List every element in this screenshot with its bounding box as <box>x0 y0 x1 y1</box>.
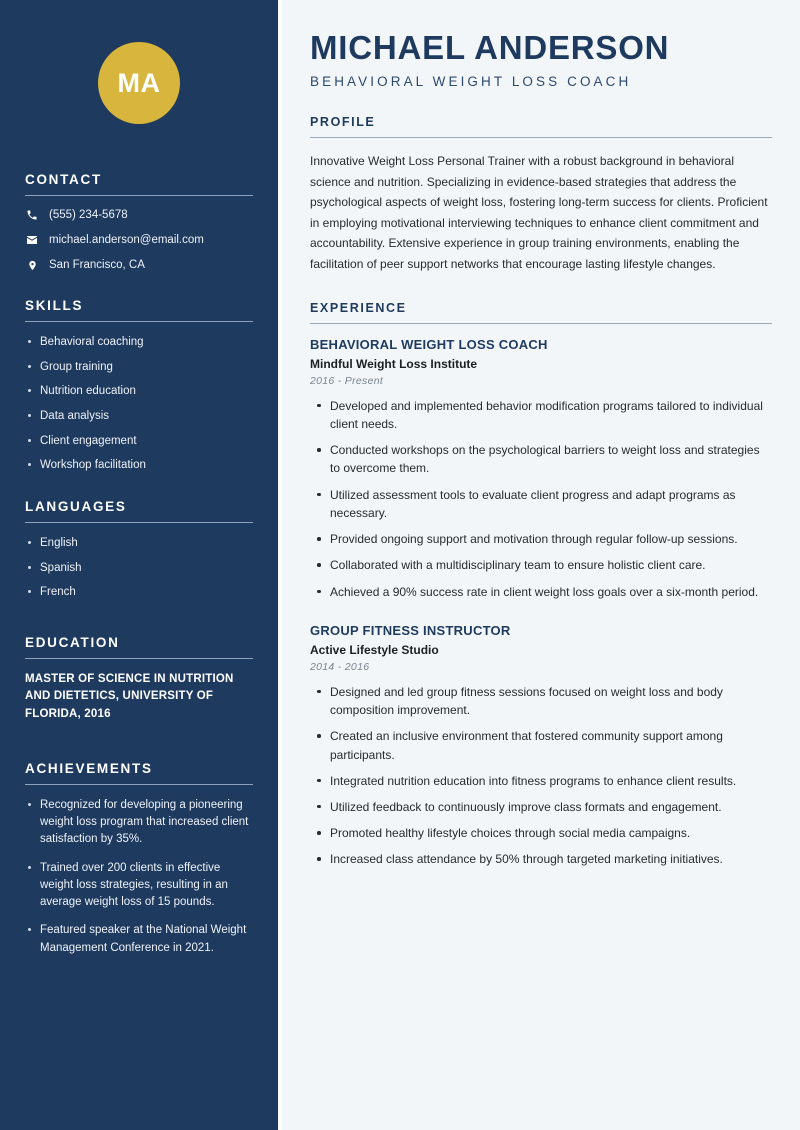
contact-heading: CONTACT <box>25 172 102 187</box>
list-item: Provided ongoing support and motivation through regular follow-up sessions. <box>310 530 772 548</box>
list-item: Utilized assessment tools to evaluate client progress and adapt programs as necessary. <box>310 486 772 522</box>
profile-heading: PROFILE <box>310 114 376 129</box>
list-item: Developed and implemented behavior modification programs tailored to individual client needs. <box>310 397 772 433</box>
list-item: Increased class attendance by 50% through targeted marketing initiatives. <box>310 850 772 868</box>
list-item: Collaborated with a multidisciplinary team to ensure holistic client care. <box>310 556 772 574</box>
sidebar-section-achievements <box>25 761 253 957</box>
sidebar-section-skills <box>25 298 253 474</box>
profile-divider <box>310 137 772 138</box>
profile-text: Innovative Weight Loss Personal Trainer with a robust background in behavioral science and nutrition. Specializing in evidence-based strategies that address the psychological aspects of weight loss, fostering long-term success for clients. Proficient in employing motivational interviewing techniques to enhance client commitment and accountability. Extensive experience in group training environments, enabling the facilitation of peer support networks that encourage lasting lifestyle changes. <box>310 153 768 272</box>
avatar-wrapper <box>25 0 253 124</box>
list-item: Recognized for developing a pioneering weight loss program that increased client satisfaction by 35%. <box>25 797 253 849</box>
sidebar <box>0 0 278 1130</box>
contact-row-email[interactable] <box>25 233 253 247</box>
contact-value-location: San Francisco, CA <box>49 259 145 271</box>
languages-list <box>25 535 253 601</box>
list-item: Utilized feedback to continuously improve class formats and engagement. <box>310 798 772 816</box>
list-item: Trained over 200 clients in effective weight loss strategies, resulting in an average weight loss of 15 pounds. <box>25 860 253 912</box>
skills-divider <box>25 321 253 322</box>
job-title: GROUP FITNESS INSTRUCTOR <box>310 622 511 638</box>
list-item: Designed and led group fitness sessions focused on weight loss and body composition improvement. <box>310 683 772 719</box>
job-dates: 2014 - 2016 <box>310 660 370 673</box>
contact-value-phone: (555) 234-5678 <box>49 209 128 221</box>
contact-value-email: michael.anderson@email.com <box>49 234 204 246</box>
sidebar-section-languages <box>25 499 253 601</box>
list-item: Conducted workshops on the psychological barriers to weight loss and strategies to overcome them. <box>310 441 772 477</box>
experience-divider <box>310 323 772 324</box>
job-company: Active Lifestyle Studio <box>310 642 439 657</box>
sidebar-section-contact <box>25 172 253 272</box>
job-title: BEHAVIORAL WEIGHT LOSS COACH <box>310 336 548 352</box>
list-item: Featured speaker at the National Weight Management Conference in 2021. <box>25 922 253 957</box>
list-item: Behavioral coaching <box>25 334 253 351</box>
list-item: Spanish <box>25 560 253 577</box>
list-item: Integrated nutrition education into fitness programs to enhance client results. <box>310 772 772 790</box>
education-divider <box>25 658 253 659</box>
education-heading: EDUCATION <box>25 635 120 651</box>
page-title: MICHAEL ANDERSON <box>310 29 670 66</box>
list-item: Workshop facilitation <box>25 457 253 474</box>
job-bullet-list <box>310 683 772 869</box>
skills-list <box>25 334 253 474</box>
map-pin-icon <box>25 258 39 272</box>
list-item: Achieved a 90% success rate in client weight loss goals over a six-month period. <box>310 583 772 601</box>
job-bullet-list <box>310 397 772 601</box>
sidebar-section-education <box>25 635 253 723</box>
list-item: French <box>25 584 253 601</box>
list-item: Promoted healthy lifestyle choices through social media campaigns. <box>310 824 772 842</box>
contact-row-location[interactable] <box>25 258 253 272</box>
main-content <box>282 0 800 1130</box>
main-section-profile <box>310 115 772 275</box>
achievements-divider <box>25 784 253 785</box>
skills-heading: SKILLS <box>25 298 84 313</box>
list-item: Client engagement <box>25 433 253 450</box>
education-item: MASTER OF SCIENCE IN NUTRITION AND DIETETICS, UNIVERSITY OF FLORIDA, 2016 <box>25 673 234 720</box>
experience-entry <box>310 623 772 869</box>
main-section-experience <box>310 301 772 869</box>
contact-divider <box>25 195 253 196</box>
list-item: English <box>25 535 253 552</box>
languages-heading: LANGUAGES <box>25 499 127 515</box>
languages-divider <box>25 522 253 523</box>
contact-row-phone[interactable] <box>25 208 253 222</box>
job-role-subtitle: BEHAVIORAL WEIGHT LOSS COACH <box>310 73 632 89</box>
avatar: MA <box>98 42 180 124</box>
list-item: Nutrition education <box>25 383 253 400</box>
list-item: Data analysis <box>25 408 253 425</box>
experience-entry <box>310 337 772 601</box>
phone-icon <box>25 208 39 222</box>
list-item: Group training <box>25 359 253 376</box>
envelope-icon <box>25 233 39 247</box>
achievements-heading: ACHIEVEMENTS <box>25 760 153 776</box>
job-dates: 2016 - Present <box>310 374 384 387</box>
list-item: Created an inclusive environment that fostered community support among participants. <box>310 727 772 763</box>
achievements-list <box>25 797 253 957</box>
job-company: Mindful Weight Loss Institute <box>310 356 478 371</box>
experience-heading: EXPERIENCE <box>310 300 407 315</box>
